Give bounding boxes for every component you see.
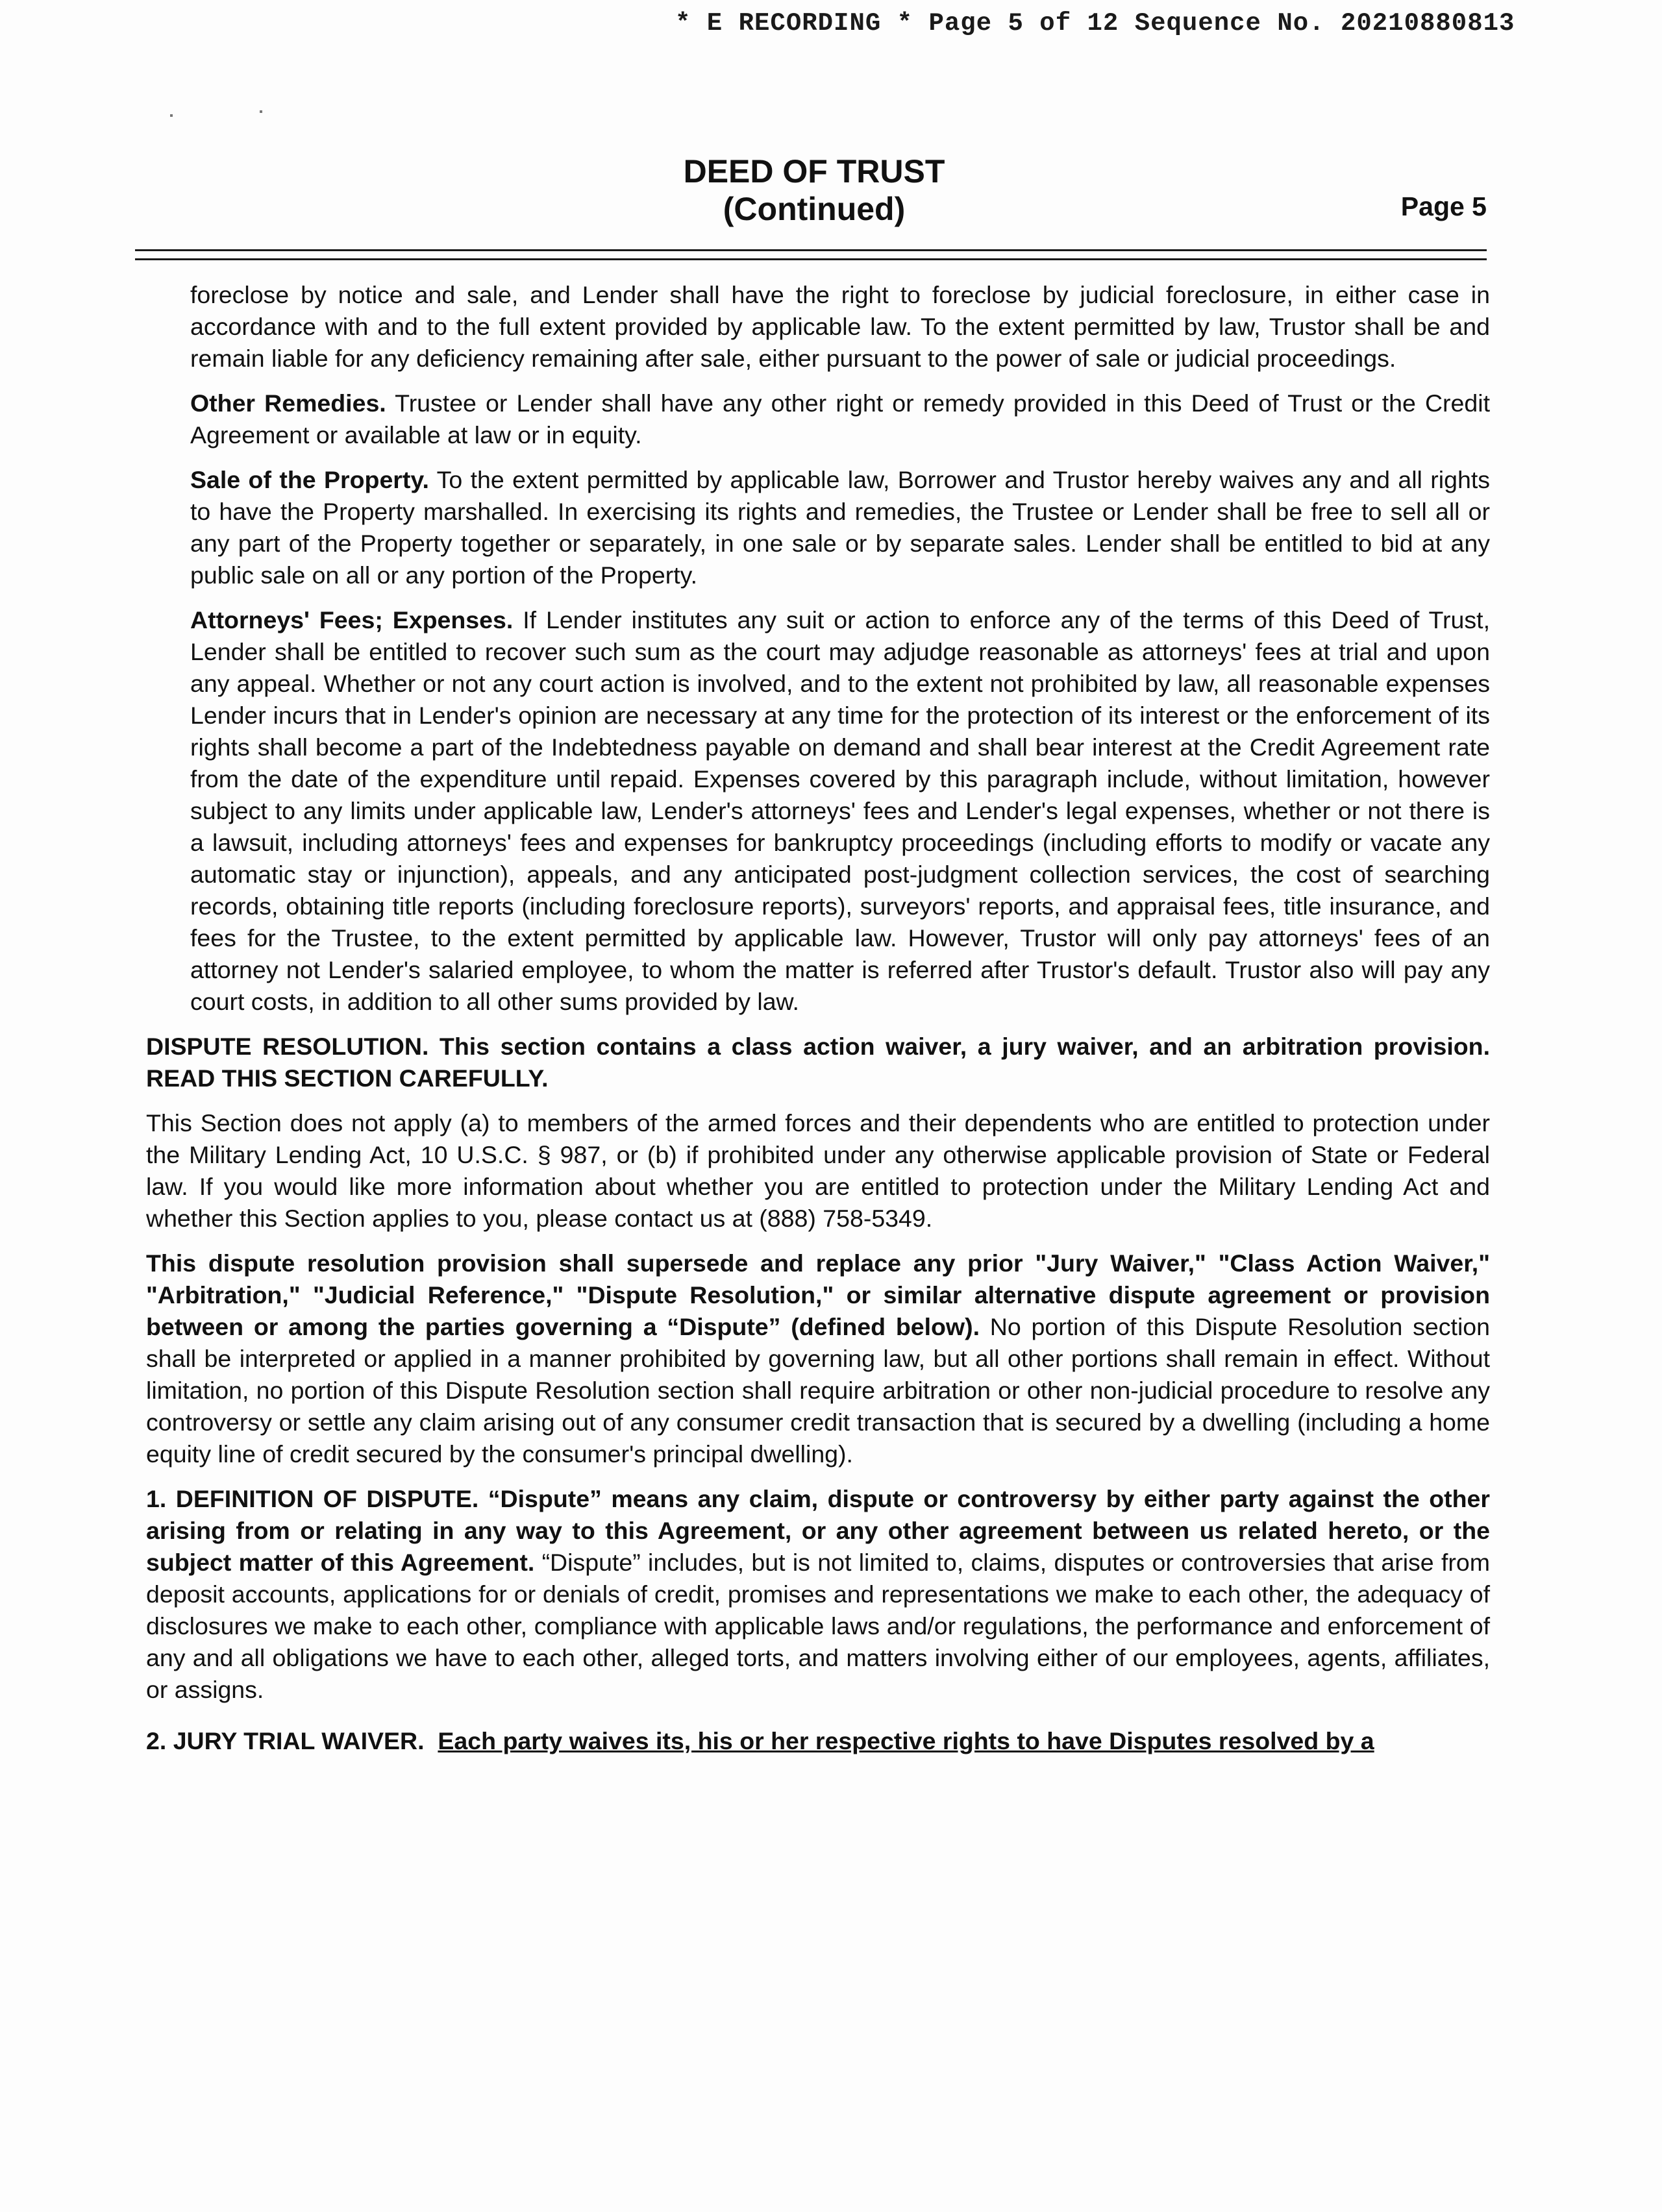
paragraph-military-lending-act: This Section does not apply (a) to members of the armed forces and their dependents who are entitled to protection under the Military Lending Act, 10 U.S.C. § 987, or (b) if prohibited under any otherwise applicable provision of State or Federal law. If you would like more information about whether you are entitled to protection under the Military Lending Act and whether this Section applies to you, please contact us at (888) 758-5349. bbox=[146, 1109, 1490, 1232]
paragraph-text: To the extent permitted by applicable law, Borrower and Trustor hereby waives any and all rights to have the Property marshalled. In exercising its rights and remedies, the Trustee or Lender shall be free to sell all or any part of the Property together or separately, in one sale or by separate sales. Lender shall be entitled to bid at any public sale on all or any portion of the Property. bbox=[190, 466, 1491, 589]
title-line-1: DEED OF TRUST bbox=[683, 153, 945, 190]
bold-text: This dispute resolution provision shall supersede and replace any prior "Jury Waiver," "Class Action Waiver," "Arbitration," "Judicial Reference," "Dispute Resolution," or similar alternative dispute agreement or provision between or among the parties governing a “Dispute” (defined below). bbox=[146, 1249, 1490, 1340]
section-heading: 2. JURY TRIAL WAIVER. bbox=[146, 1727, 425, 1754]
header-rule-top bbox=[135, 249, 1487, 251]
paragraph-jury-trial-waiver bbox=[146, 1725, 1490, 1757]
paragraph-text: If Lender institutes any suit or action to enforce any of the terms of this Deed of Trust, Lender shall be entitled to recover such sum as the court may adjudge reasonable as attorneys' fees at trial and upon any appeal. Whether or not any court action is involved, and to the extent not prohibited by law, all reasonable expenses Lender incurs that in Lender's opinion are necessary at any time for the protection of its interest or the enforcement of its rights shall become a part of the Indebtedness payable on demand and shall bear interest at the Credit Agreement rate from the date of the expenditure until repaid. Expenses covered by this paragraph include, without limitation, however subject to any limits under applicable law, Lender's attorneys' fees and Lender's legal expenses, whether or not there is a lawsuit, including attorneys' fees and expenses for bankruptcy proceedings (including efforts to modify or vacate any automatic stay or injunction), appeals, and any anticipated post-judgment collection services, the cost of searching records, obtaining title reports (including foreclosure reports), surveyors' reports, and appraisal fees, title insurance, and fees for the Trustee, to the extent permitted by applicable law. However, Trustor will only pay attorneys' fees of an attorney not Lender's salaried employee, to whom the matter is referred after Trustor's default. Trustor also will pay any court costs, in addition to all other sums provided by law. bbox=[190, 606, 1490, 1015]
section-heading: Sale of the Property. bbox=[190, 466, 429, 493]
paragraph-text: No portion of this Dispute Resolution section shall be interpreted or applied in a manner prohibited by governing law, but all other portions shall remain in effect. Without limitation, no portion of this Dispute Resolution section shall require arbitration or other non-judicial procedure to resolve any controversy or settle any claim arising out of any consumer credit transaction that is secured by a dwelling (including a home equity line of credit secured by the consumer's principal dwelling). bbox=[146, 1313, 1490, 1468]
document-body bbox=[146, 279, 1490, 1770]
paragraph-other-remedies bbox=[190, 387, 1490, 451]
paragraph-text: Trustee or Lender shall have any other right or remedy provided in this Deed of Trust or the Credit Agreement or available at law or in equity. bbox=[190, 389, 1490, 449]
dispute-resolution-heading: DISPUTE RESOLUTION. This section contains a class action waiver, a jury waiver, and an arbitration provision. READ THIS SECTION CAREFULLY. bbox=[146, 1033, 1490, 1092]
paragraph-definition-of-dispute bbox=[146, 1483, 1490, 1706]
document-title bbox=[0, 153, 1628, 228]
underlined-text: Each party waives its, his or her respective rights to have Disputes resolved by a bbox=[438, 1727, 1374, 1754]
scan-speck bbox=[170, 114, 173, 117]
header-rule-bottom bbox=[135, 258, 1487, 260]
paragraph-supersede bbox=[146, 1247, 1490, 1470]
recording-header: * E RECORDING * Page 5 of 12 Sequence No. 20210880813 bbox=[675, 9, 1515, 38]
title-line-2: (Continued) bbox=[723, 191, 906, 227]
paragraph-text: “Dispute” includes, but is not limited to, claims, disputes or controversies that arise from deposit accounts, applications for or denials of credit, promises and representations we make to each other, the adequacy of disclosures we make to each other, compliance with applicable laws and/or regulations, the performance and enforcement of any and all obligations we have to each other, alleged torts, and matters involving either of our employees, agents, affiliates, or assigns. bbox=[146, 1549, 1490, 1703]
scan-speck bbox=[260, 110, 262, 113]
section-heading: Attorneys' Fees; Expenses. bbox=[190, 606, 514, 633]
bold-text: 1. DEFINITION OF DISPUTE. “Dispute” means any claim, dispute or controversy by either party against the other arising from or relating in any way to this Agreement, or any other agreement between us related hereto, or the subject matter of this Agreement. bbox=[146, 1485, 1490, 1576]
paragraph-text: foreclose by notice and sale, and Lender shall have the right to foreclose by judicial foreclosure, in either case in accordance with and to the full extent provided by applicable law. To the extent permitted by law, Trustor shall be and remain liable for any deficiency remaining after sale, either pursuant to the power of sale or judicial proceedings. bbox=[190, 281, 1490, 372]
paragraph-foreclose bbox=[190, 279, 1490, 375]
page-number-label: Page 5 bbox=[1400, 191, 1487, 221]
section-heading: Other Remedies. bbox=[190, 389, 386, 417]
paragraph-attorneys-fees bbox=[190, 604, 1490, 1018]
paragraph-sale-of-property bbox=[190, 464, 1490, 591]
